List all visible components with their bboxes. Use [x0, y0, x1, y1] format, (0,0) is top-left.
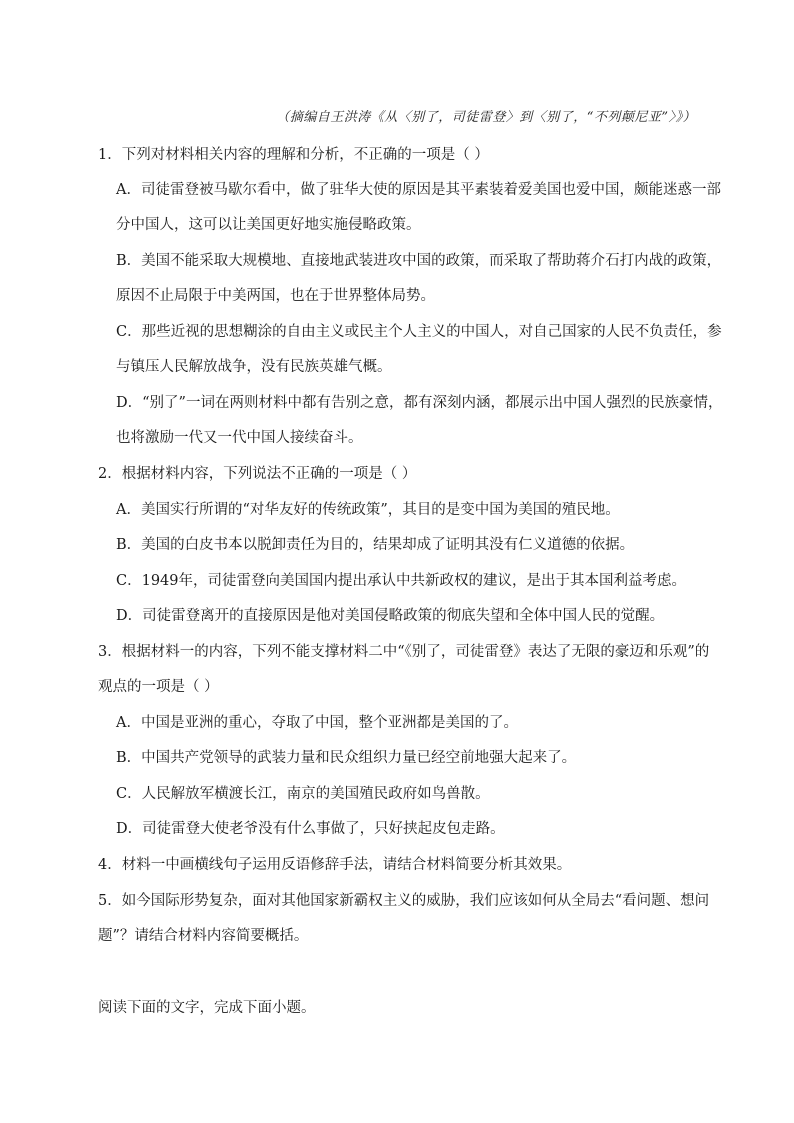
question-1-option-d: D．“别了”一词在两则材料中都有告别之意，都有深刻内涵，都展示出中国人强烈的民族豪情， — [116, 395, 723, 411]
question-1-option-a-cont: 分中国人，这可以让美国更好地实施侵略政策。 — [116, 217, 421, 233]
question-3-option-d: D．司徒雷登大使老爷没有什么事做了，只好挟起皮包走路。 — [116, 821, 505, 837]
question-3-stem: 3．根据材料一的内容，下列不能支撑材料二中“《别了，司徒雷登》表达了无限的豪迈和乐观”的 — [98, 644, 710, 660]
question-3-stem-cont: 观点的一项是（ ） — [98, 679, 219, 695]
question-2-option-c: C．1949年，司徒雷登向美国国内提出承认中共新政权的建议，是出于其本国利益考虑。 — [116, 573, 686, 589]
question-4-stem: 4．材料一中画横线句子运用反语修辞手法，请结合材料简要分析其效果。 — [98, 857, 572, 873]
question-1-option-a: A．司徒雷登被马歇尔看中，做了驻华大使的原因是其平素装着爱美国也爱中国，颇能迷惑一部 — [116, 182, 721, 198]
question-1-option-b-cont: 原因不止局限于中美两国，也在于世界整体局势。 — [116, 288, 435, 304]
source-citation: （摘编自王洪涛《从〈别了，司徒雷登〉到〈别了，“不列颠尼亚”〉》） — [276, 110, 696, 125]
question-2-option-d: D．司徒雷登离开的直接原因是他对美国侵略政策的彻底失望和全体中国人民的觉醒。 — [116, 608, 665, 624]
question-5-stem: 5．如今国际形势复杂，面对其他国家新霸权主义的威胁，我们应该如何从全局去“看问题、想问 — [98, 893, 710, 909]
question-1-option-c-cont: 与镇压人民解放战争，没有民族英雄气概。 — [116, 359, 392, 375]
question-5-stem-cont: 题”？请结合材料内容简要概括。 — [98, 928, 309, 944]
question-2-option-b: B．美国的白皮书本以脱卸责任为目的，结果却成了证明其没有仁义道德的依据。 — [116, 537, 635, 553]
question-1-option-c: C．那些近视的思想糊涂的自由主义或民主个人主义的中国人，对自己国家的人民不负责任，参 — [116, 324, 722, 340]
question-3-option-c: C．人民解放军横渡长江，南京的美国殖民政府如鸟兽散。 — [116, 786, 490, 802]
reading-instruction: 阅读下面的文字，完成下面小题。 — [98, 1000, 316, 1016]
question-1-option-d-cont: 也将激励一代又一代中国人接续奋斗。 — [116, 430, 363, 446]
question-3-option-a: A．中国是亚洲的重心，夺取了中国，整个亚洲都是美国的了。 — [116, 715, 518, 731]
question-1-stem: 1．下列对材料相关内容的理解和分析，不正确的一项是（ ） — [98, 147, 489, 163]
question-1-option-b: B．美国不能采取大规模地、直接地武装进攻中国的政策，而采取了帮助蒋介石打内战的政策， — [116, 253, 722, 269]
question-2-option-a: A．美国实行所谓的“对华友好的传统政策”，其目的是变中国为美国的殖民地。 — [116, 502, 620, 518]
question-3-option-b: B．中国共产党领导的武装力量和民众组织力量已经空前地强大起来了。 — [116, 750, 577, 766]
question-2-stem: 2．根据材料内容，下列说法不正确的一项是（ ） — [98, 466, 417, 482]
